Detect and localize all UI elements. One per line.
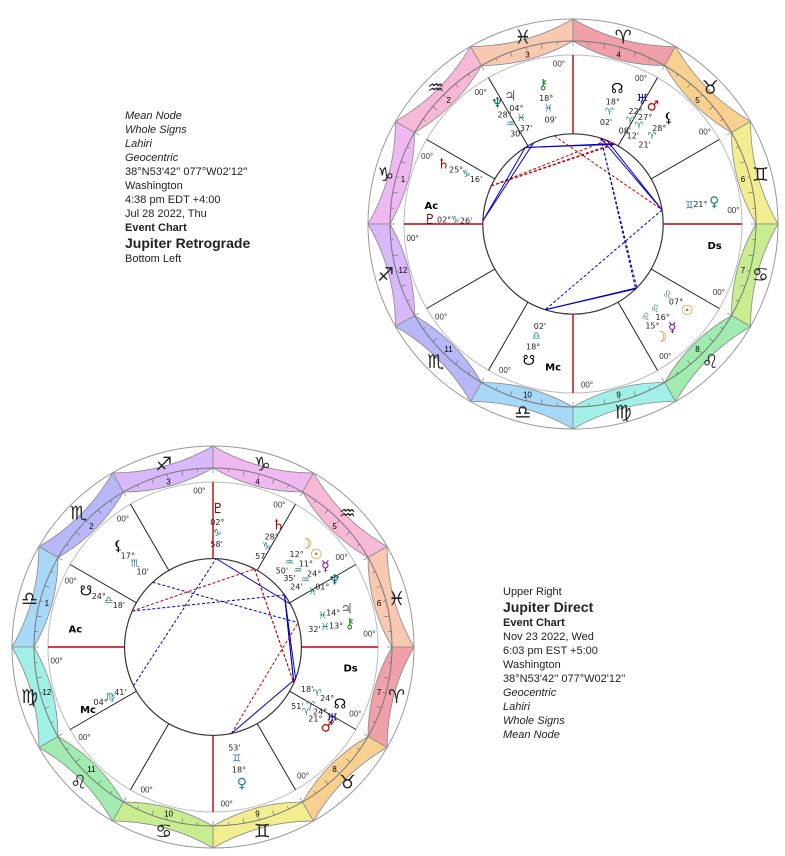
planet-chiron-min: 32': [308, 625, 321, 635]
planet-midheaven-deg: 04°: [93, 697, 108, 707]
planet-descendant-glyph: Ds: [707, 240, 722, 252]
planet-sun-deg: 07°: [668, 297, 684, 307]
zodiac-glyph-pisces: ♓: [514, 26, 532, 49]
planet-saturn-min: 16': [469, 174, 483, 184]
node-type: Mean Node: [503, 729, 560, 741]
planet-uranus-deg: 22°: [628, 107, 643, 117]
zodiac-glyph-libra: ♎: [514, 401, 532, 424]
planet-moon-sign: ♒: [284, 557, 294, 569]
planet-pluto-min: 26': [459, 216, 473, 226]
aspect-line: [134, 559, 217, 686]
house-cusp-degree: 00°: [498, 365, 512, 375]
planet-lilith-glyph: ⚸: [663, 110, 674, 127]
aspect-line: [491, 140, 607, 186]
planet-mars-sign: ♈: [301, 707, 311, 719]
perspective: Geocentric: [503, 687, 557, 699]
degree-tick: [58, 558, 62, 561]
planet-moon-deg: 15°: [645, 321, 660, 331]
zodiac-glyph-gemini: ♊: [253, 820, 271, 843]
planet-neptune-min: 30': [510, 129, 523, 139]
aspect-circle: [125, 559, 302, 736]
planet-chiron-sign: ♓: [320, 622, 330, 634]
house-number: 12: [42, 688, 52, 698]
chart-info-top: [125, 109, 250, 266]
house-system: Whole Signs: [125, 124, 187, 136]
planet-jupiter-glyph: ♃: [340, 601, 353, 618]
planet-saturn-glyph: ♄: [437, 156, 450, 173]
planet-mars-deg: 27°: [638, 113, 653, 123]
planet-south-node-min: 18': [112, 601, 126, 611]
date: Nov 23 2022, Wed: [503, 631, 594, 643]
planet-mercury-sign: ♌: [650, 303, 660, 315]
degree-tick: [300, 798, 303, 802]
degree-tick: [58, 734, 62, 737]
planet-lilith-sign: ♈: [647, 131, 657, 143]
zodiac-type: Lahiri: [503, 701, 530, 713]
planet-north-node-min: 18': [300, 684, 314, 694]
planet-north-node-sign: ♈: [312, 688, 322, 700]
planet-pluto-min: 58': [210, 540, 223, 550]
aspect-line: [601, 138, 637, 288]
house-number: 3: [525, 50, 530, 60]
zodiac-glyph-virgo: ♍: [20, 686, 38, 709]
degree-tick: [415, 313, 419, 316]
aspect-line: [525, 144, 615, 147]
planet-jupiter-deg: 04°: [509, 104, 524, 114]
planet-mercury-glyph: ☿: [668, 319, 677, 336]
house-cusp-degree: 00°: [580, 380, 594, 390]
chart-title: Jupiter Direct: [503, 599, 594, 615]
house-number: 5: [332, 521, 337, 531]
planet-descendant-glyph: Ds: [343, 663, 358, 675]
aspect-line: [153, 582, 298, 622]
planet-sun-sign: ♒: [293, 565, 303, 577]
house-number: 12: [398, 266, 408, 276]
house-cusp-degree: 00°: [698, 127, 711, 137]
planet-moon-glyph: ☽: [299, 536, 313, 553]
coordinates: 38°N53'42'' 077°W02'12'': [503, 673, 626, 685]
house-number: 7: [740, 266, 746, 276]
planet-venus-min: 53': [228, 743, 241, 753]
zodiac-glyph-capricorn: ♑: [377, 163, 395, 186]
house-cusp-12: [427, 269, 495, 308]
planet-mercury-deg: 24°: [307, 569, 322, 579]
house-number: 10: [164, 809, 173, 819]
planet-south-node-glyph: ☋: [79, 583, 93, 600]
planet-mercury-sign: ♒: [300, 574, 310, 586]
planet-jupiter-deg: 14°: [326, 608, 341, 618]
zodiac-glyph-taurus: ♉: [701, 76, 719, 99]
planet-neptune-sign: ♓: [308, 586, 318, 598]
house-number: 6: [740, 174, 746, 184]
house-number: 10: [522, 390, 532, 400]
planet-chiron-glyph: ⚷: [344, 615, 356, 632]
planet-neptune-glyph: ♆: [490, 95, 504, 112]
chart-wheel-top: [366, 17, 780, 431]
planet-south-node-deg: 24°: [91, 592, 106, 602]
chart-wheel-bottom: [10, 444, 416, 850]
house-cusp-degree: 00°: [296, 771, 310, 781]
planet-mars-min: 12': [626, 131, 640, 141]
planet-mercury-deg: 16°: [655, 312, 670, 322]
house-cusp-degree: 00°: [421, 151, 434, 161]
planet-south-node-sign: ♎: [104, 595, 114, 607]
zodiac-glyph-cancer: ♋: [155, 820, 173, 843]
house-cusp-degree: 00°: [659, 351, 672, 361]
zodiac-glyph-aquarius: ♒: [427, 76, 445, 99]
house-cusp-degree: 00°: [116, 514, 130, 524]
chart-title: Jupiter Retrograde: [125, 235, 251, 251]
house-cusp-degree: 00°: [273, 500, 286, 510]
planet-lilith-sign: ♏: [130, 558, 140, 570]
zodiac-glyph-sagittarius: ♐: [155, 453, 173, 476]
zodiac-glyph-aries: ♈: [614, 26, 632, 49]
aspect-line: [601, 138, 636, 289]
house-cusp-degree: 00°: [552, 59, 566, 69]
house-cusp-degree: 00°: [335, 552, 348, 562]
planet-midheaven-glyph: Mc: [545, 362, 562, 374]
planet-uranus-sign: ♈: [306, 700, 316, 712]
house-number: 2: [446, 96, 451, 106]
house-cusp-degree: 00°: [435, 312, 448, 322]
planet-jupiter-sign: ♓: [318, 610, 328, 622]
planet-chiron-deg: 13°: [329, 621, 344, 631]
aspect-line: [231, 679, 295, 734]
planet-pluto-deg: 02°: [436, 215, 452, 225]
planet-mars-min: 51': [291, 702, 304, 712]
zodiac-glyph-scorpio: ♏: [427, 351, 445, 374]
planet-chiron-min: 09': [544, 115, 557, 125]
house-cusp-degree: 00°: [474, 88, 487, 98]
chart-type: Event Chart: [125, 222, 187, 234]
house-cusp-degree: 00°: [363, 629, 376, 639]
planet-saturn-min: 57': [255, 552, 268, 562]
node-type: Mean Node: [125, 110, 182, 122]
planet-pluto-sign: ♑: [212, 528, 222, 540]
planet-sun-sign: ♌: [662, 290, 672, 302]
planet-venus-glyph: ♀: [236, 775, 248, 792]
planet-lilith-glyph: ⚸: [113, 538, 124, 555]
planet-saturn-glyph: ♄: [271, 517, 285, 534]
house-cusp-6: [651, 140, 719, 179]
zodiac-glyph-capricorn: ♑: [253, 453, 271, 476]
planet-venus-deg: 21°: [693, 199, 708, 209]
planet-uranus-deg: 24°: [313, 707, 328, 717]
house-cusp-degree: 00°: [193, 486, 206, 496]
zodiac-glyph-gemini: ♊: [751, 163, 769, 186]
planet-south-node-deg: 18°: [526, 342, 541, 352]
planet-uranus-min: 08': [618, 126, 632, 136]
aspect-line: [614, 144, 615, 145]
planet-moon-sign: ♌: [641, 311, 651, 323]
planet-moon-deg: 12°: [289, 550, 304, 560]
aspect-line: [216, 559, 290, 605]
planet-moon-glyph: ☽: [654, 329, 668, 346]
zodiac-glyph-aquarius: ♒: [338, 502, 356, 525]
planet-pluto-sign: ♑: [450, 214, 460, 226]
planet-north-node-deg: 18°: [605, 97, 620, 107]
planet-midheaven-glyph: Mc: [80, 704, 97, 716]
zodiac-glyph-aries: ♈: [388, 686, 406, 709]
planet-saturn-deg: 28°: [264, 532, 279, 542]
planet-chiron-glyph: ⚷: [538, 77, 549, 94]
degree-tick: [727, 133, 731, 136]
planet-mercury-glyph: ☿: [321, 558, 330, 575]
house-cusp-degree: 00°: [349, 709, 362, 719]
zodiac-glyph-leo: ♌: [70, 771, 88, 794]
planet-ascendant-glyph: Ac: [424, 201, 439, 213]
planet-mars-sign: ♈: [634, 121, 644, 133]
aspect-line: [545, 210, 662, 310]
house-number: 6: [376, 598, 382, 608]
planet-neptune-deg: 01°: [315, 582, 330, 592]
chart-type: Event Chart: [503, 617, 565, 629]
house-cusp-degree: 00°: [727, 205, 740, 215]
planet-venus-sign: ♊: [685, 200, 695, 212]
planet-lilith-deg: 17°: [120, 551, 135, 561]
house-number: 11: [87, 765, 96, 775]
house-number: 3: [166, 477, 171, 487]
planet-south-node-min: 02': [533, 321, 547, 331]
house-number: 2: [89, 521, 94, 531]
house-cusp-11: [131, 724, 169, 790]
planet-venus-glyph: ♀: [709, 194, 720, 211]
aspect-line: [483, 143, 534, 221]
aspect-circle: [483, 134, 663, 314]
degree-tick: [364, 734, 368, 737]
chart-position: Upper Right: [503, 586, 562, 598]
time: 6:03 pm EST +5:00: [503, 645, 598, 657]
house-cusp-degree: 00°: [220, 799, 233, 809]
house-cusp-degree: 00°: [406, 234, 419, 244]
aspect-line: [285, 595, 296, 679]
aspect-line: [483, 148, 525, 221]
planet-midheaven-min: 41': [114, 688, 127, 698]
degree-tick: [124, 798, 127, 802]
planet-pluto-glyph: ♇: [211, 501, 225, 518]
planet-south-node-sign: ♎: [532, 331, 542, 343]
planet-north-node-sign: ♈: [604, 106, 614, 118]
planet-lilith-deg: 28°: [652, 124, 667, 134]
planet-north-node-glyph: ☊: [333, 696, 347, 713]
zodiac-glyph-scorpio: ♏: [70, 502, 88, 525]
house-system: Whole Signs: [503, 715, 565, 727]
planet-ascendant-glyph: Ac: [68, 624, 83, 636]
house-number: 4: [616, 50, 621, 60]
degree-tick: [415, 133, 419, 136]
house-number: 1: [44, 598, 50, 608]
house-number: 7: [376, 688, 382, 698]
degree-tick: [662, 66, 665, 70]
degree-tick: [124, 492, 127, 496]
planet-sun-glyph: ☉: [310, 546, 323, 563]
zodiac-glyph-virgo: ♍: [614, 401, 632, 424]
planet-jupiter-sign: ♓: [516, 112, 526, 124]
planet-venus-deg: 18°: [231, 765, 247, 775]
planet-north-node-glyph: ☊: [610, 80, 624, 97]
degree-tick: [482, 378, 485, 382]
time: 4:38 pm EDT +4:00: [125, 194, 221, 206]
planet-chiron-deg: 18°: [539, 93, 554, 103]
planet-uranus-glyph: ♅: [325, 711, 339, 728]
planet-neptune-sign: ♒: [505, 118, 515, 130]
planet-mercury-min: 24': [290, 582, 303, 592]
planet-pluto-deg: 02°: [210, 518, 225, 528]
degree-tick: [727, 313, 731, 316]
planet-sun-glyph: ☉: [680, 303, 694, 320]
house-cusp-degree: 00°: [634, 74, 648, 84]
planet-south-node-glyph: ☋: [522, 353, 536, 370]
planet-neptune-deg: 28°: [497, 110, 512, 120]
house-number: 8: [332, 765, 337, 775]
house-number: 8: [695, 344, 700, 354]
planet-neptune-glyph: ♆: [328, 572, 341, 589]
planet-sun-min: 35': [283, 574, 296, 584]
planet-saturn-deg: 25°: [448, 165, 464, 175]
house-number: 5: [695, 96, 700, 106]
planet-venus-sign: ♊: [232, 753, 242, 765]
planet-uranus-sign: ♈: [625, 115, 635, 127]
planet-saturn-sign: ♑: [461, 169, 471, 181]
house-number: 1: [400, 174, 406, 184]
planet-mars-glyph: ♂: [320, 719, 334, 736]
degree-tick: [662, 378, 665, 382]
degree-tick: [364, 558, 368, 561]
planet-north-node-deg: 24°: [320, 693, 335, 703]
house-number: 11: [444, 344, 453, 354]
house-cusp-9: [257, 724, 295, 790]
planet-sun-deg: 11°: [298, 559, 313, 569]
house-cusp-degree: 00°: [712, 288, 725, 298]
planet-mars-glyph: ♂: [646, 98, 660, 115]
house-number: 9: [255, 809, 260, 819]
house-cusp-degree: 00°: [64, 576, 77, 586]
zodiac-glyph-sagittarius: ♐: [377, 264, 395, 287]
chart-info-bottom: [503, 585, 625, 742]
planet-moon-min: 50': [275, 566, 289, 576]
chart-position: Bottom Left: [125, 253, 182, 265]
zodiac-glyph-leo: ♌: [701, 351, 719, 374]
planet-north-node-min: 02': [599, 118, 613, 128]
zodiac-glyph-cancer: ♋: [751, 264, 769, 287]
planet-jupiter-min: 37': [519, 123, 533, 133]
zodiac-type: Lahiri: [125, 138, 152, 150]
place: Washington: [503, 659, 561, 671]
house-number: 4: [255, 477, 260, 487]
planet-pluto-glyph: ♇: [423, 212, 437, 229]
zodiac-glyph-libra: ♎: [20, 587, 38, 610]
zodiac-glyph-pisces: ♓: [388, 587, 406, 610]
coordinates: 38°N53'42'' 077°W02'12'': [125, 166, 248, 178]
date: Jul 28 2022, Thu: [125, 208, 207, 220]
planet-midheaven-sign: ♍: [106, 691, 116, 703]
place: Washington: [125, 180, 183, 192]
planet-mars-deg: 21°: [308, 714, 323, 724]
planet-lilith-min: 10': [136, 567, 149, 577]
house-cusp-degree: 00°: [78, 733, 91, 743]
aspect-line: [231, 623, 298, 734]
planet-jupiter-glyph: ♃: [504, 88, 517, 105]
degree-tick: [482, 66, 485, 70]
degree-tick: [300, 492, 303, 496]
planet-chiron-sign: ♓: [543, 103, 553, 115]
perspective: Geocentric: [125, 152, 179, 164]
planet-lilith-min: 21': [638, 140, 651, 150]
planet-uranus-glyph: ♅: [636, 91, 649, 108]
zodiac-glyph-taurus: ♉: [338, 771, 356, 794]
planet-saturn-sign: ♑: [262, 541, 272, 553]
house-number: 9: [616, 390, 621, 400]
house-cusp-degree: 00°: [140, 785, 153, 795]
house-cusp-degree: 00°: [50, 656, 63, 666]
